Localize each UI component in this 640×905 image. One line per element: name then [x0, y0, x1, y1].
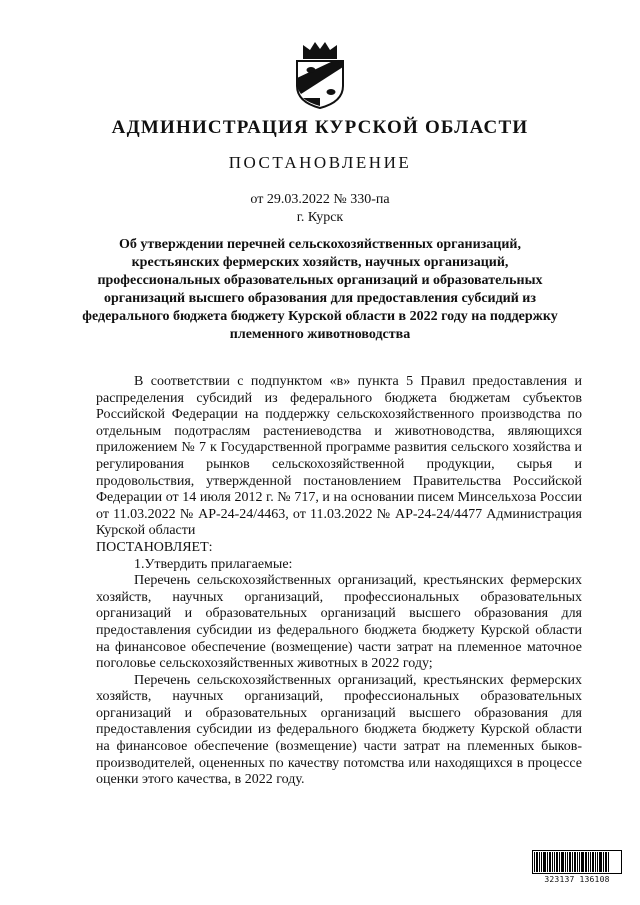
- barcode-bar: [567, 852, 568, 872]
- barcode-bar: [539, 852, 540, 872]
- barcode-bar: [592, 852, 594, 872]
- barcode-bar: [603, 852, 604, 872]
- barcode-bar: [549, 852, 551, 872]
- barcode-bar: [559, 852, 560, 872]
- barcode-number: 323137 136108: [544, 875, 610, 884]
- barcode-bar: [534, 852, 535, 872]
- barcode-bar: [552, 852, 553, 872]
- barcode-bar: [561, 852, 564, 872]
- barcode-bar: [574, 852, 576, 872]
- barcode-bars: [532, 850, 622, 874]
- item-1: 1.Утвердить прилагаемые:: [134, 556, 293, 572]
- document-subject: Об утверждении перечней сельскохозяйственных организаций, крестьянских фермерских хозяйств, научных организаций, профессиональных образовательных организаций и образовательных организаций высшего образования для предоставления субсидий из федерального бюджета бюджету Курской области в 2022 году на поддержку племенного животноводства: [82, 237, 558, 342]
- document-type: ПОСТАНОВЛЕНИЕ: [228, 153, 412, 172]
- barcode-bar: [579, 852, 580, 872]
- barcode-bar: [536, 852, 538, 872]
- barcode-bar: [554, 852, 555, 872]
- barcode-bar: [605, 852, 607, 872]
- date-and-number: от 29.03.2022 № 330-па: [250, 192, 390, 207]
- document-body: [96, 374, 582, 789]
- barcode-bar: [588, 852, 589, 872]
- barcode: [532, 850, 622, 884]
- barcode-bar: [595, 852, 596, 872]
- list-entry-2: Перечень сельскохозяйственных организаций, крестьянских фермерских хозяйств, научных организаций, профессиональных образовательных организаций и образовательных организаций высшего образования для предоставления субсидии из федерального бюджета бюджету Курской области на финансовое обеспечение (возмещение) части затрат на племенных быков-производителей, оцененных по качеству потомства или находящихся в процессе оценки этого качества, в 2022 году.: [96, 672, 582, 788]
- barcode-bar: [547, 852, 548, 872]
- barcode-bar: [597, 852, 598, 872]
- barcode-bar: [572, 852, 573, 872]
- barcode-bar: [608, 852, 609, 872]
- list-entry-1: Перечень сельскохозяйственных организаций, крестьянских фермерских хозяйств, научных организаций, профессиональных образовательных организаций и образовательных организаций высшего образования для предоставления субсидии из федерального бюджета бюджету Курской области на финансовое обеспечение (возмещение) части затрат на племенное маточное поголовье сельскохозяйственных животных в 2022 году;: [96, 573, 582, 672]
- barcode-bar: [599, 852, 602, 872]
- organization-name: АДМИНИСТРАЦИЯ КУРСКОЙ ОБЛАСТИ: [111, 117, 529, 138]
- barcode-bar: [569, 852, 571, 872]
- barcode-bar: [543, 852, 546, 872]
- barcode-bar: [577, 852, 578, 872]
- preamble-paragraph: В соответствии с подпунктом «в» пункта 5 Правил предоставления и распределения субсидий из федерального бюджета бюджетам субъектов Российской Федерации на поддержку сельскохозяйственного производства по отдельным подотраслям растениеводства и животноводства, являющихся приложением № 7 к Государственной программе развития сельского хозяйства и регулирования рынков сельскохозяйственной продукции, сырья и продовольствия, утвержденной постановлением Правительства Российской Федерации от 14 июля 2012 г. № 717, и на основании писем Минсельхоза России от 11.03.2022 № АР-24-24/4463, от 11.03.2022 № АР-24-24/4477 Администрация Курской области: [96, 374, 582, 539]
- barcode-bar: [590, 852, 591, 872]
- coat-of-arms-emblem: [289, 40, 351, 110]
- city: г. Курск: [296, 210, 344, 225]
- barcode-bar: [556, 852, 558, 872]
- barcode-bar: [541, 852, 542, 872]
- barcode-bar: [585, 852, 587, 872]
- barcode-bar: [565, 852, 566, 872]
- decree-word: ПОСТАНОВЛЯЕТ:: [96, 539, 213, 555]
- barcode-bar: [581, 852, 584, 872]
